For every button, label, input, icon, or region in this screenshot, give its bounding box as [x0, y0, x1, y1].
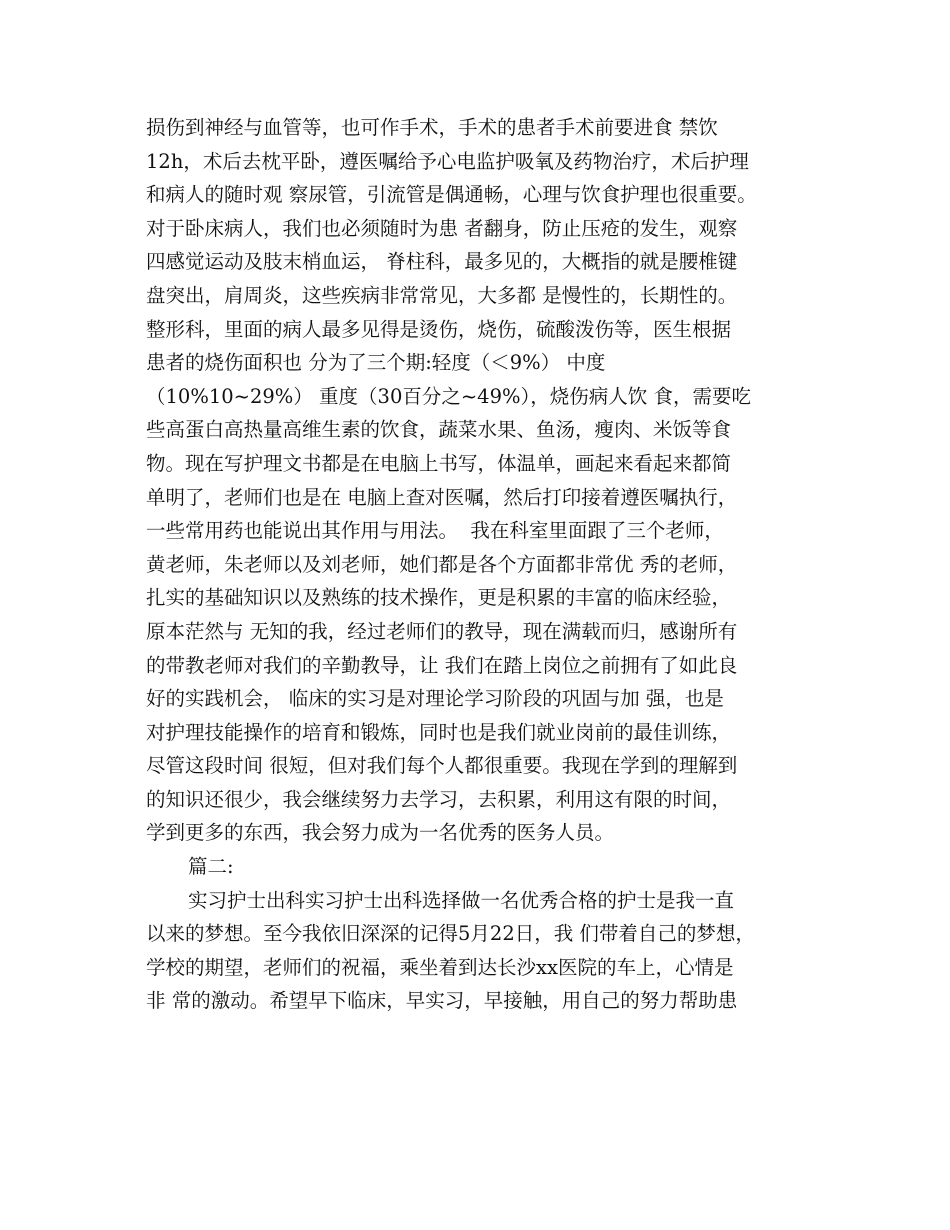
text-line: 学到更多的东西，我会努力成为一名优秀的医务人员。 — [146, 821, 615, 845]
text-line: 患者的烧伤面积也 分为了三个期:轻度（＜9%） 中度 — [146, 351, 606, 375]
text-line: 四感觉运动及肢末梢血运， 脊柱科，最多见的，大概指的就是腰椎键 — [146, 250, 738, 274]
section-heading: 篇二: — [188, 855, 234, 879]
text-line: 黄老师，朱老师以及刘老师，她们都是各个方面都非常优 秀的老师， — [146, 552, 738, 576]
text-line: 物。现在写护理文书都是在电脑上书写，体温单，画起来看起来都简 — [146, 451, 732, 475]
text-line: 12h，术后去枕平卧，遵医嘱给予心电监护吸氧及药物治疗，术后护理 — [146, 149, 749, 173]
text-line: 尽管这段时间 很短，但对我们每个人都很重要。我现在学到的理解到 — [146, 754, 738, 778]
text-line: 整形科，里面的病人最多见得是烫伤，烧伤，硫酸泼伤等，医生根据 — [146, 317, 732, 341]
text-line: 原本茫然与 无知的我，经过老师们的教导，现在满载而归，感谢所有 — [146, 619, 738, 643]
text-line: 损伤到神经与血管等，也可作手术，手术的患者手术前要进食 禁饮 — [146, 116, 718, 139]
text-line: 一些常用药也能说出其作用与用法。 我在科室里面跟了三个老师， — [146, 519, 724, 543]
text-line: 以来的梦想。至今我依旧深深的记得5月22日，我 们带着自己的梦想， — [146, 922, 755, 946]
text-line: 的带教老师对我们的辛勤教导，让 我们在踏上岗位之前拥有了如此良 — [146, 653, 738, 677]
text-line: 学校的期望，老师们的祝福，乘坐着到达长沙xx医院的车上，心情是 — [146, 955, 734, 979]
text-line: 好的实践机会， 临床的实习是对理论学习阶段的巩固与加 强，也是 — [146, 687, 724, 711]
text-line: 的知识还很少，我会继续努力去学习，去积累，利用这有限的时间， — [146, 787, 732, 811]
text-line: 盘突出，肩周炎，这些疾病非常常见，大多都 是慢性的，长期性的。 — [146, 283, 738, 307]
paragraph-first-line: 实习护士出科实习护士出科选择做一名优秀合格的护士是我一直 — [188, 888, 735, 912]
body-text — [146, 111, 836, 1018]
text-line: 些高蛋白高热量高维生素的饮食，蔬菜水果、鱼汤，瘦肉、米饭等食 — [146, 418, 732, 442]
text-line: 单明了，老师们也是在 电脑上查对医嘱，然后打印接着遵医嘱执行， — [146, 485, 738, 509]
text-line: 对护理技能操作的培育和锻炼，同时也是我们就业岗前的最佳训练， — [146, 720, 732, 744]
text-line: 对于卧床病人，我们也必须随时为患 者翻身，防止压疮的发生，观察 — [146, 216, 738, 240]
text-line: 扎实的基础知识以及熟练的技术操作，更是积累的丰富的临床经验， — [146, 586, 732, 610]
text-line: 非 常的激动。希望早下临床，早实习，早接触，用自己的努力帮助患 — [146, 989, 738, 1013]
text-line: （10%10~29%） 重度（30百分之~49%），烧伤病人饮 食，需要吃 — [146, 384, 751, 408]
text-line: 和病人的随时观 察尿管，引流管是偶通畅，心理与饮食护理也很重要。 — [146, 183, 757, 207]
